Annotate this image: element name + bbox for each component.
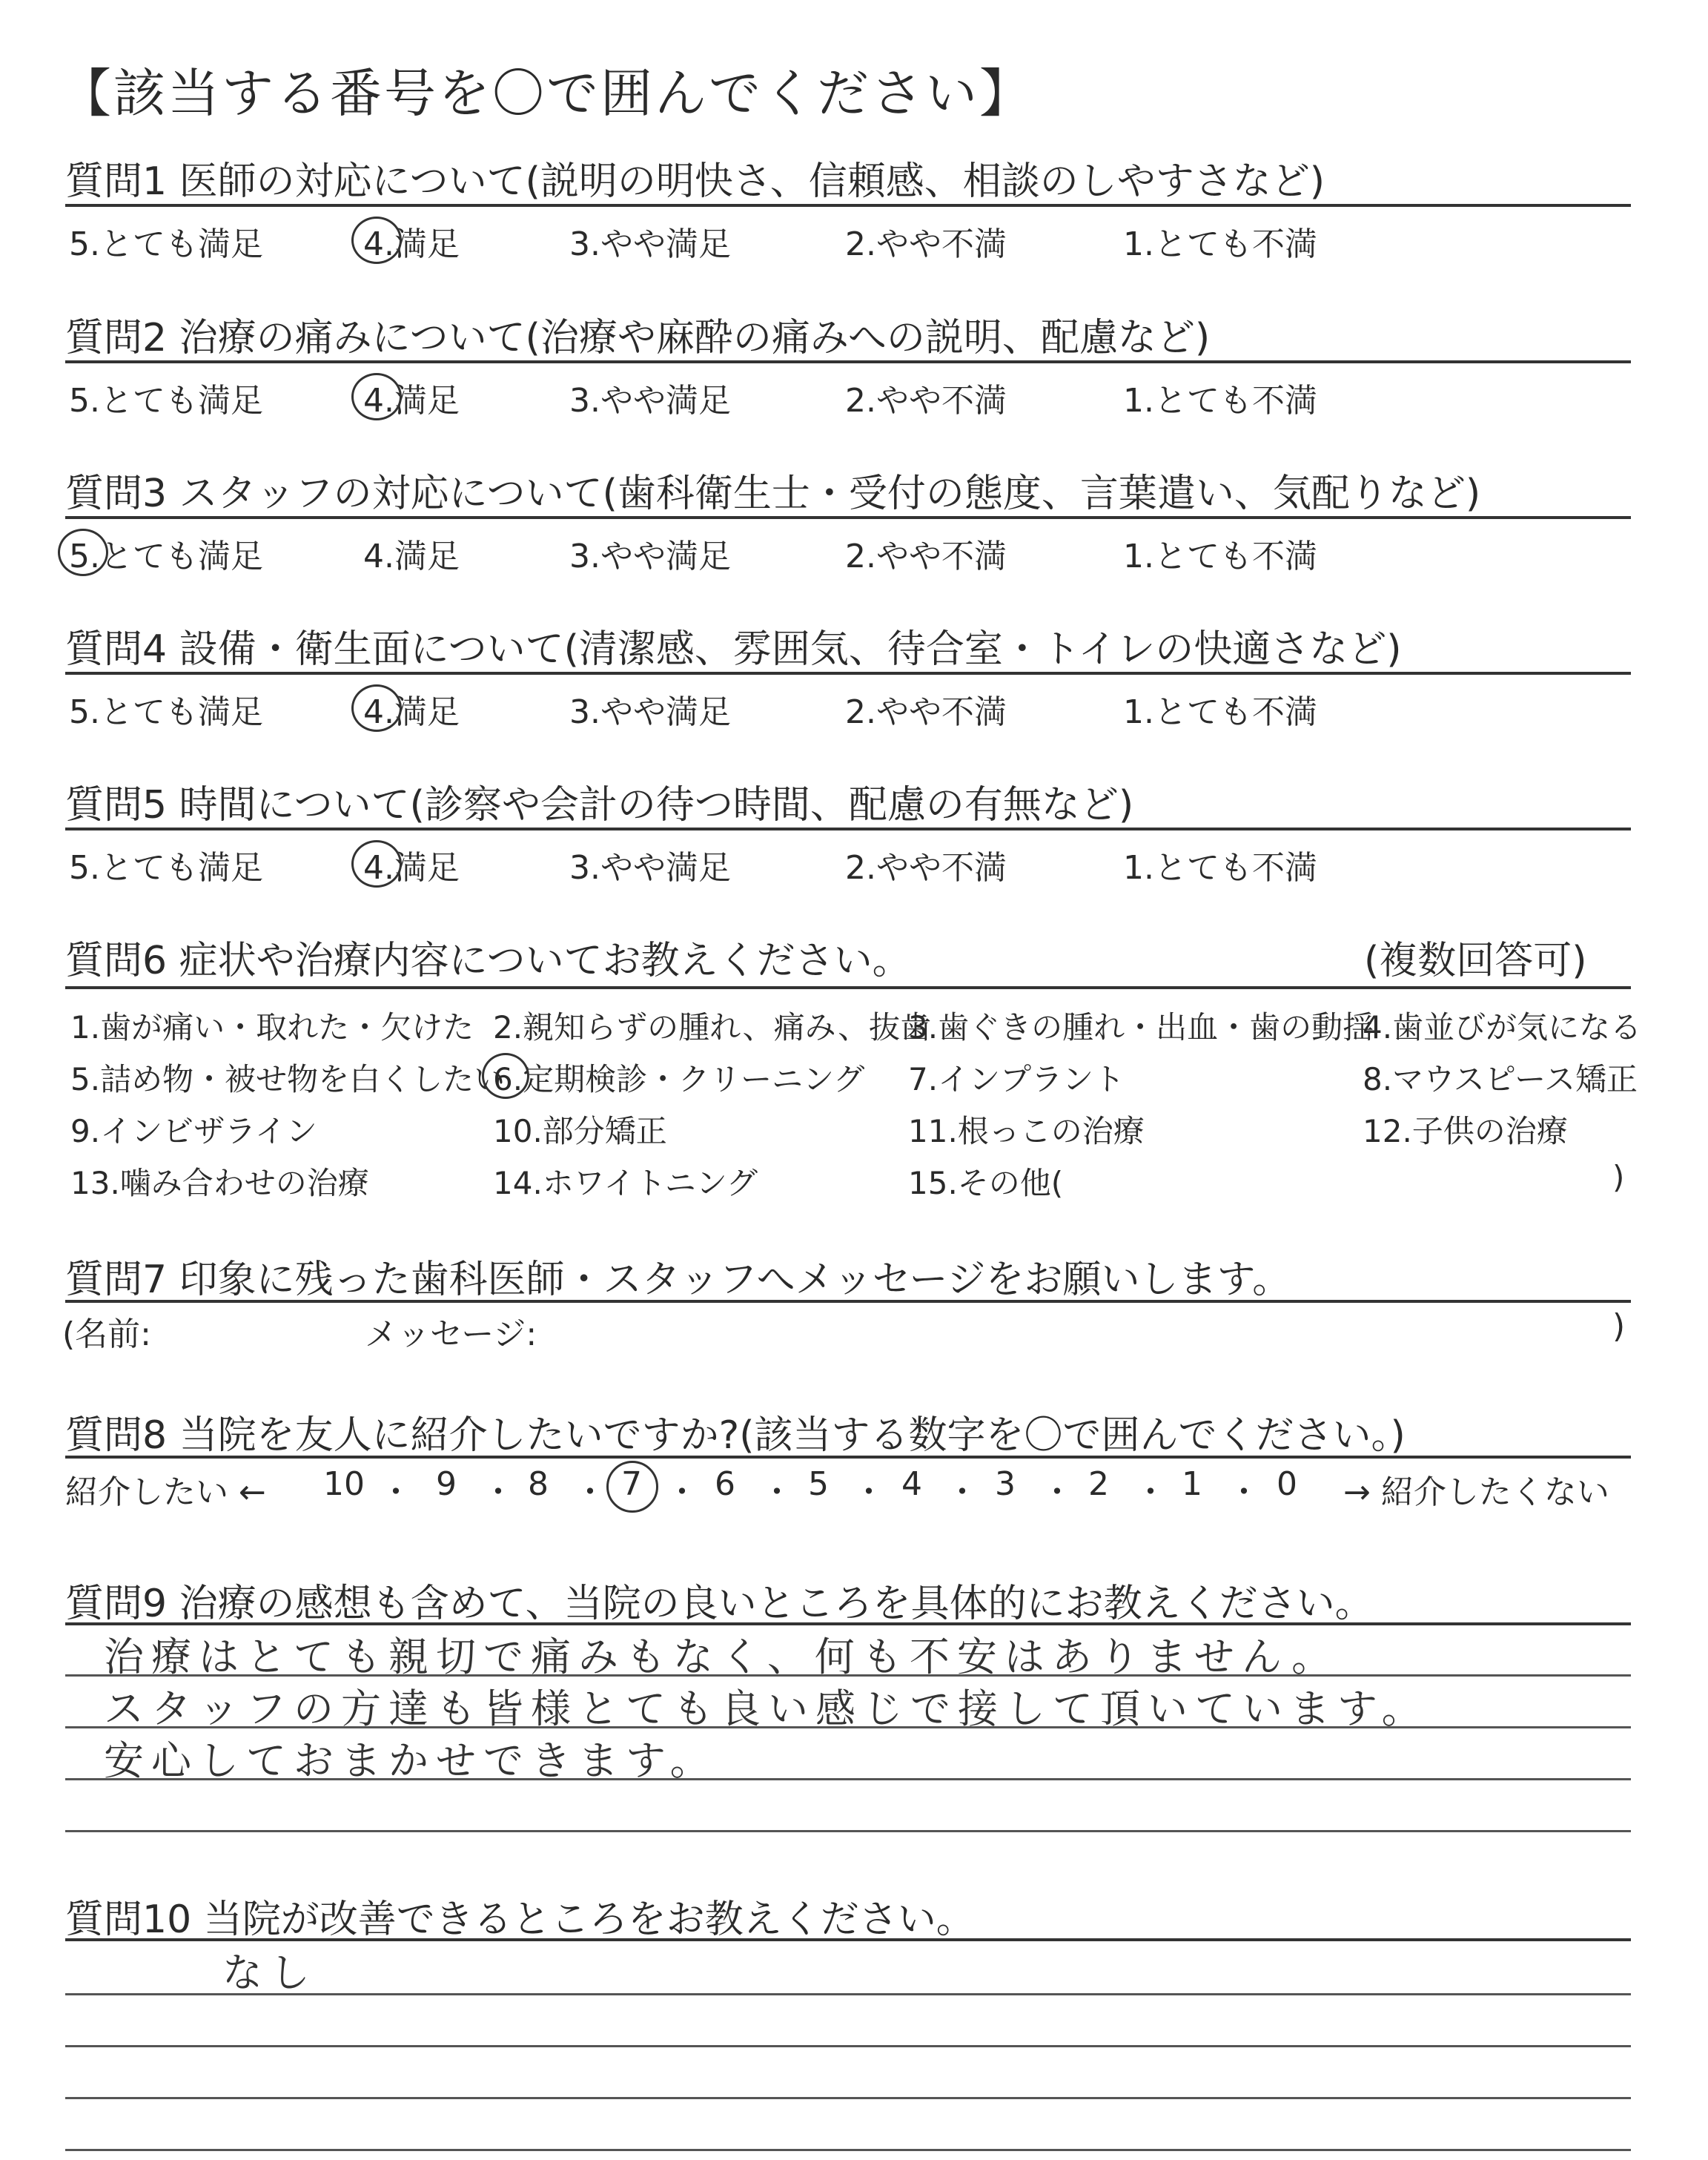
- q6-option-3[interactable]: 3.歯ぐきの腫れ・出血・歯の動揺: [908, 1009, 1374, 1046]
- q3-option-2[interactable]: 2.やや不満: [845, 538, 1007, 575]
- q10-title: 質問10 当院が改善できるところをお教えください。: [65, 1898, 975, 1942]
- q6-option-10[interactable]: 10.部分矯正: [493, 1113, 667, 1149]
- q2-title: 質問2 治療の痛みについて(治療や麻酔の痛みへの説明、配慮など): [65, 316, 1211, 360]
- q8-score-1[interactable]: 1: [1182, 1465, 1202, 1503]
- q8-dot: ・: [666, 1473, 698, 1511]
- q9-handwritten-line-2: スタッフの方達も皆様とても良い感じで接して頂いています。: [104, 1685, 1429, 1732]
- q8-dot: ・: [1134, 1473, 1167, 1511]
- q8-rule: [65, 1456, 1631, 1459]
- q6-option-8[interactable]: 8.マウスピース矯正: [1363, 1061, 1638, 1097]
- q4-selected-circle: [351, 684, 402, 732]
- q8-dot: ・: [853, 1473, 885, 1511]
- q8-left-label: 紹介したい ←: [65, 1473, 266, 1511]
- q6-option-9[interactable]: 9.インビザライン: [70, 1113, 317, 1149]
- q8-dot: ・: [482, 1473, 514, 1511]
- q4-option-1[interactable]: 1.とても不満: [1123, 693, 1317, 731]
- q8-score-9[interactable]: 9: [436, 1465, 457, 1503]
- q8-score-7[interactable]: 7: [621, 1465, 642, 1503]
- q7-rule: [65, 1300, 1631, 1303]
- q1-option-3[interactable]: 3.やや満足: [569, 225, 731, 263]
- q10-answer-line: [65, 2149, 1631, 2151]
- q8-right-label: → 紹介したくない: [1343, 1473, 1609, 1511]
- q10-handwritten-answer: なし: [222, 1949, 317, 1996]
- q7-name-field[interactable]: [193, 1305, 341, 1350]
- q6-option-1[interactable]: 1.歯が痛い・取れた・欠けた: [70, 1009, 474, 1046]
- q8-score-2[interactable]: 2: [1088, 1465, 1109, 1503]
- q6-option-15[interactable]: 15.その他(: [908, 1165, 1064, 1201]
- q6-title: 質問6 症状や治療内容についてお教えください。: [65, 939, 911, 983]
- q3-option-4[interactable]: 4.満足: [363, 538, 460, 575]
- q9-answer-line: [65, 1830, 1631, 1832]
- q3-rule: [65, 516, 1631, 519]
- q6-option-11[interactable]: 11.根っこの治療: [908, 1113, 1145, 1149]
- q8-score-10[interactable]: 10: [323, 1465, 365, 1503]
- q8-dot: ・: [946, 1473, 979, 1511]
- q8-score-6[interactable]: 6: [715, 1465, 735, 1503]
- q8-dot: ・: [380, 1473, 412, 1511]
- q2-rule: [65, 360, 1631, 363]
- q8-score-8[interactable]: 8: [528, 1465, 549, 1503]
- q4-rule: [65, 672, 1631, 675]
- q10-answer-line: [65, 2097, 1631, 2099]
- q8-score-4[interactable]: 4: [901, 1465, 922, 1503]
- q1-option-1[interactable]: 1.とても不満: [1123, 225, 1317, 263]
- q7-message-field[interactable]: [563, 1305, 1601, 1350]
- q7-message-label: メッセージ:: [365, 1315, 537, 1353]
- q6-note: (複数回答可): [1364, 939, 1587, 983]
- q2-option-4[interactable]: 4.満足: [363, 382, 460, 420]
- q6-option-14[interactable]: 14.ホワイトニング: [493, 1165, 758, 1201]
- q5-title: 質問5 時間について(診察や会計の待つ時間、配慮の有無など): [65, 783, 1134, 828]
- q4-option-4[interactable]: 4.満足: [363, 693, 460, 731]
- q5-rule: [65, 828, 1631, 830]
- q6-selected-circle: [482, 1053, 529, 1099]
- q5-option-5[interactable]: 5.とても満足: [69, 849, 263, 887]
- q4-option-5[interactable]: 5.とても満足: [69, 693, 263, 731]
- q1-selected-circle: [351, 217, 402, 264]
- q8-score-5[interactable]: 5: [808, 1465, 829, 1503]
- instruction-header: 【該当する番号を〇で囲んでください】: [59, 63, 1033, 124]
- q3-option-3[interactable]: 3.やや満足: [569, 538, 731, 575]
- q8-selected-circle: [606, 1461, 658, 1513]
- q1-option-4[interactable]: 4.満足: [363, 225, 460, 263]
- q2-option-1[interactable]: 1.とても不満: [1123, 382, 1317, 420]
- q5-selected-circle: [351, 840, 402, 888]
- q1-option-2[interactable]: 2.やや不満: [845, 225, 1007, 263]
- q8-dot: ・: [574, 1473, 606, 1511]
- q10-answer-line: [65, 2045, 1631, 2047]
- q5-option-3[interactable]: 3.やや満足: [569, 849, 731, 887]
- q7-name-label: (名前:: [62, 1315, 151, 1353]
- q4-title: 質問4 設備・衛生面について(清潔感、雰囲気、待合室・トイレの快適さなど): [65, 627, 1402, 672]
- q6-option-7[interactable]: 7.インプラント: [908, 1061, 1125, 1097]
- q1-rule: [65, 204, 1631, 207]
- q5-option-2[interactable]: 2.やや不満: [845, 849, 1007, 887]
- q4-option-2[interactable]: 2.やや不満: [845, 693, 1007, 731]
- q9-handwritten-line-3: 安心しておまかせできます。: [104, 1737, 718, 1784]
- q1-title: 質問1 医師の対応について(説明の明快さ、信頼感、相談のしやすさなど): [65, 159, 1325, 204]
- q6-option-5[interactable]: 5.詰め物・被せ物を白くしたい: [70, 1061, 506, 1097]
- q2-selected-circle: [351, 373, 402, 420]
- q5-option-1[interactable]: 1.とても不満: [1123, 849, 1317, 887]
- q8-dot: ・: [1228, 1473, 1260, 1511]
- q9-title: 質問9 治療の感想も含めて、当院の良いところを具体的にお教えください。: [65, 1582, 1374, 1626]
- q6-option-4[interactable]: 4.歯並びが気になる: [1363, 1009, 1642, 1046]
- q2-option-3[interactable]: 3.やや満足: [569, 382, 731, 420]
- q2-option-5[interactable]: 5.とても満足: [69, 382, 263, 420]
- q6-option-12[interactable]: 12.子供の治療: [1363, 1113, 1568, 1149]
- q3-option-1[interactable]: 1.とても不満: [1123, 538, 1317, 575]
- q8-title: 質問8 当院を友人に紹介したいですか?(該当する数字を〇で囲んでください。): [65, 1413, 1406, 1458]
- q6-other-close-paren: ): [1612, 1159, 1625, 1195]
- q5-option-4[interactable]: 4.満足: [363, 849, 460, 887]
- q2-option-2[interactable]: 2.やや不満: [845, 382, 1007, 420]
- q6-option-13[interactable]: 13.噛み合わせの治療: [70, 1165, 369, 1201]
- q3-option-5[interactable]: 5.とても満足: [69, 538, 263, 575]
- q3-title: 質問3 スタッフの対応について(歯科衛生士・受付の態度、言葉遣い、気配りなど): [65, 472, 1481, 516]
- q7-close-paren: ): [1612, 1307, 1626, 1345]
- q7-title: 質問7 印象に残った歯科医師・スタッフへメッセージをお願いします。: [65, 1258, 1291, 1302]
- q1-option-5[interactable]: 5.とても満足: [69, 225, 263, 263]
- q6-option-2[interactable]: 2.親知らずの腫れ、痛み、抜歯: [493, 1009, 932, 1046]
- q3-selected-circle: [58, 529, 108, 576]
- q8-dot: ・: [761, 1473, 793, 1511]
- q8-score-3[interactable]: 3: [995, 1465, 1016, 1503]
- q8-score-0[interactable]: 0: [1277, 1465, 1297, 1503]
- q6-option-6[interactable]: 6.定期検診・クリーニング: [493, 1061, 865, 1097]
- q4-option-3[interactable]: 3.やや満足: [569, 693, 731, 731]
- q8-dot: ・: [1041, 1473, 1073, 1511]
- q9-handwritten-line-1: 治療はとても親切で痛みもなく、何も不安はありません。: [104, 1634, 1340, 1680]
- q6-rule: [65, 986, 1631, 989]
